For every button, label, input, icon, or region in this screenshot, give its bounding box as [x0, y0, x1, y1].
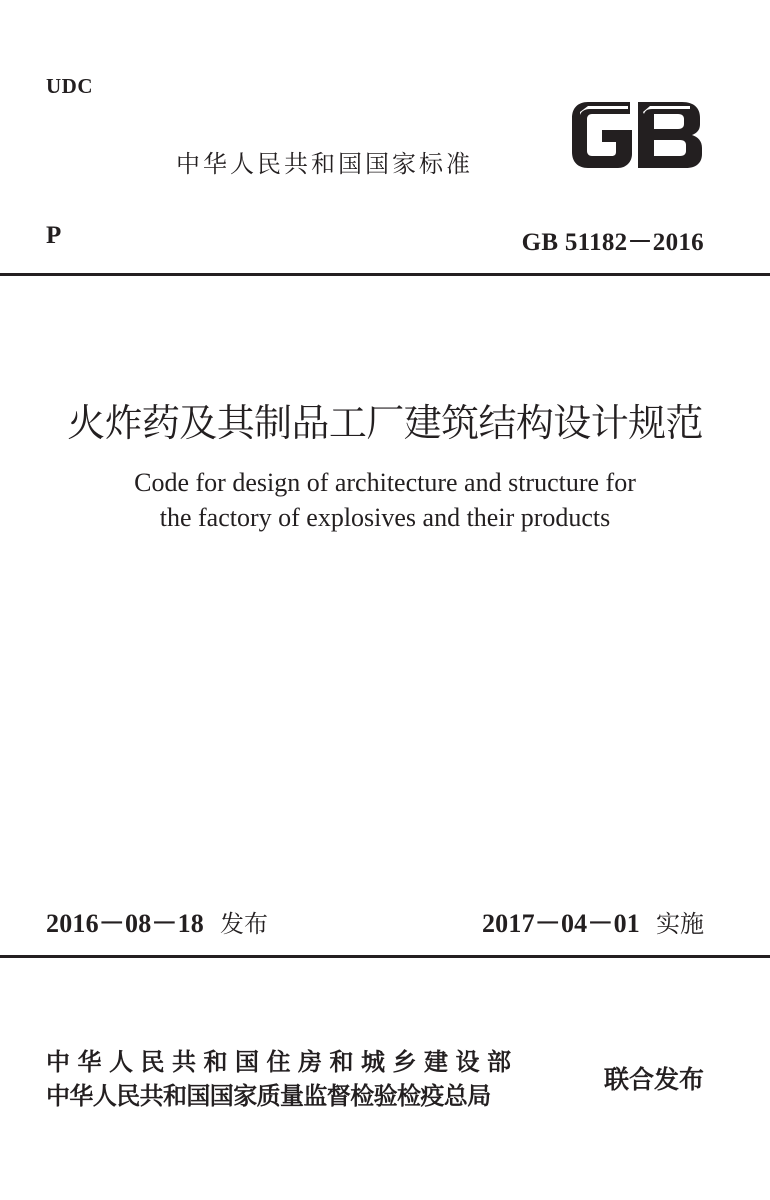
top-divider: [0, 273, 770, 276]
standard-number: GB 51182－2016: [521, 229, 704, 256]
issue-label: 发布: [220, 910, 269, 938]
english-title-line-2: the factory of explosives and their products: [159, 503, 611, 532]
standard-type-title: 中华人民共和国国家标准: [176, 150, 473, 178]
issuer-ministry-housing: 中华人民共和国住房和城乡建设部: [46, 1048, 519, 1076]
effective-date: 2017－04－01: [481, 909, 640, 938]
effective-date-block: [482, 903, 704, 940]
issue-date: 2016－08－18: [46, 909, 205, 938]
gb-logo-text: GB: [570, 100, 572, 101]
chinese-title: 火炸药及其制品工厂建筑结构设计规范: [67, 401, 703, 445]
issue-date-block: [46, 903, 268, 940]
english-title-line-1: Code for design of architecture and structure for: [134, 468, 636, 497]
udc-label: UDC: [46, 74, 93, 98]
category-code: P: [46, 222, 62, 249]
bottom-divider: [0, 955, 770, 958]
english-title: [0, 465, 770, 535]
effective-label: 实施: [656, 910, 704, 938]
joint-issue-label: 联合发布: [603, 1065, 704, 1094]
gb-logo: [570, 100, 704, 170]
issuer-aqsiq: 中华人民共和国国家质量监督检验检疫总局: [46, 1082, 491, 1110]
